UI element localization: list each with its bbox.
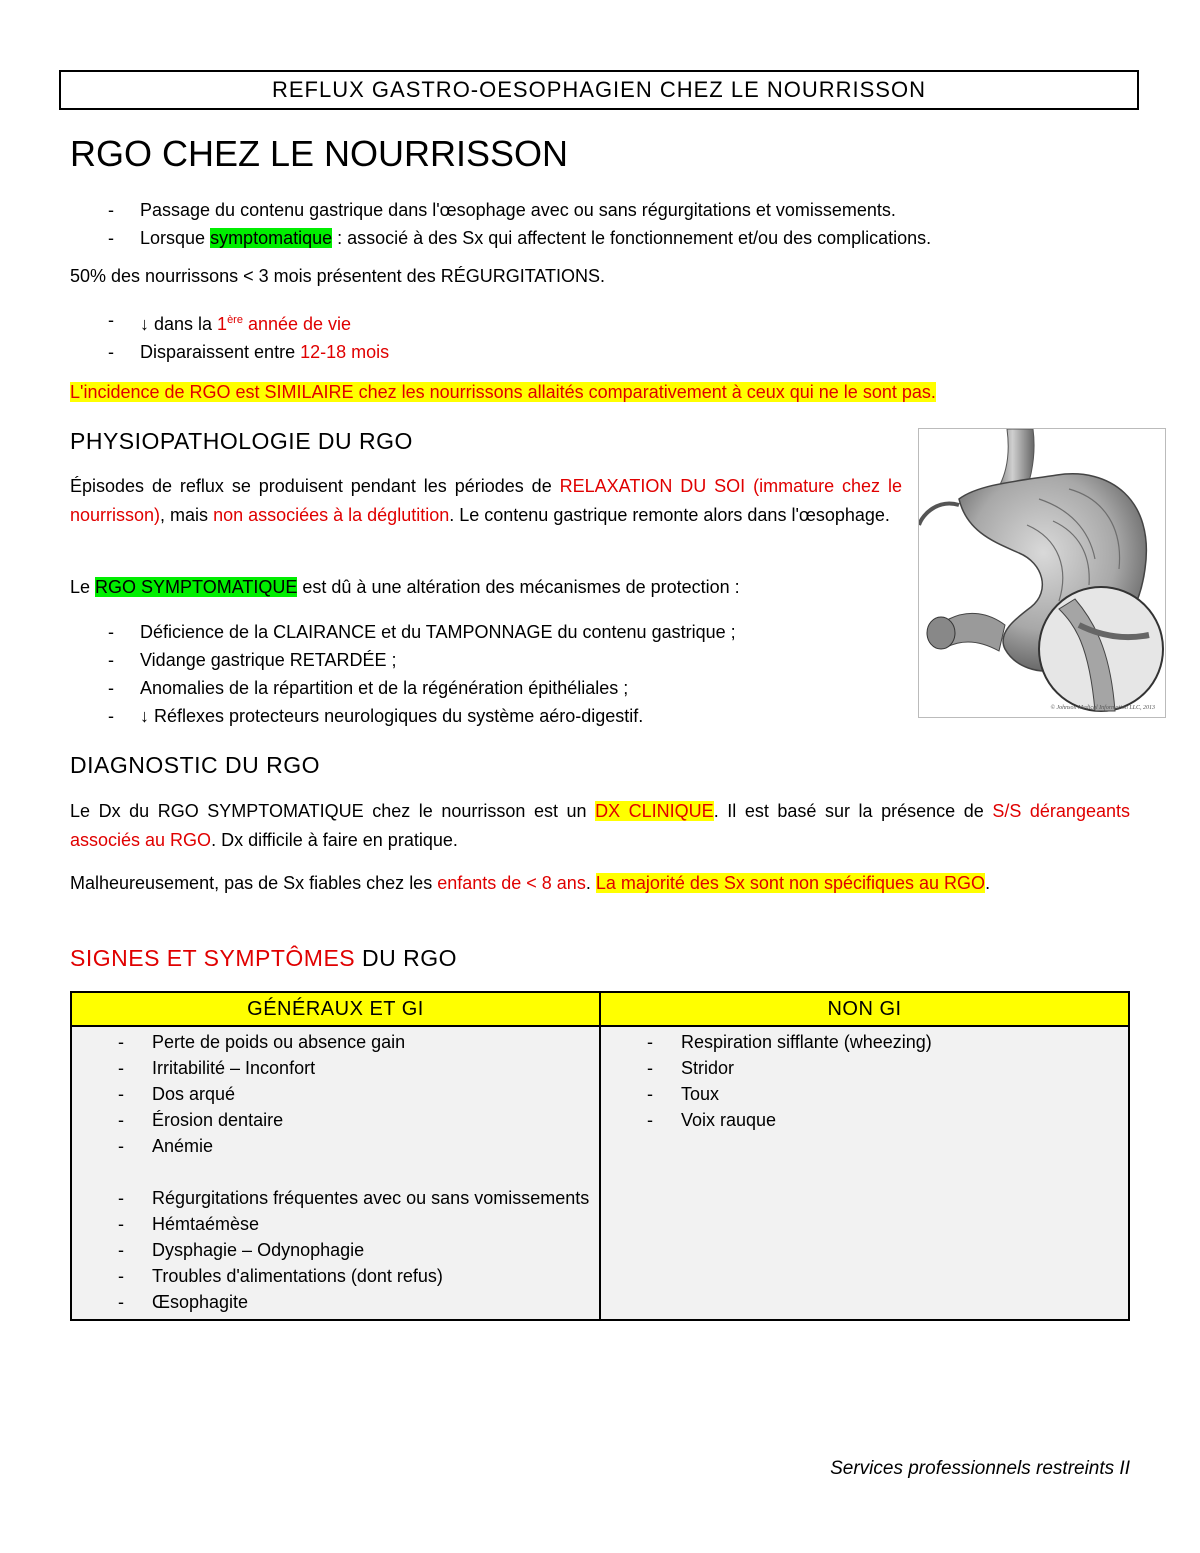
para-red-text: enfants de < 8 ans [437,873,586,893]
title-black-part: DU RGO [355,945,458,971]
physio-paragraph [70,472,902,530]
definition-text: Lorsque [140,228,211,248]
para-text: . Le contenu gastrique remonte alors dans l'œsophage. [449,505,890,525]
regurgitation-item [70,338,1070,366]
section-title-diagnostic: DIAGNOSTIC DU RGO [70,752,321,778]
highlight-non-specifiques: La majorité des Sx sont non spécifiques au RGO [595,873,986,893]
symptoms-table [70,991,1130,1321]
incidence-text: L'incidence de RGO est SIMILAIRE chez les nourrissons allaités comparativement à ceux qui ne le sont pas. [70,382,936,402]
para-text: Épisodes de reflux se produisent pendant les périodes de [70,476,560,496]
title-red-part: SIGNES ET SYMPTÔMES [70,945,356,971]
document-header: REFLUX GASTRO-OESOPHAGIEN CHEZ LE NOURRISSON [59,70,1139,110]
highlight-dx-clinique: DX CLINIQUE [595,801,714,821]
list-item: - Œsophagite [72,1289,591,1315]
highlight-rgo-symptomatique: RGO SYMPTOMATIQUE [95,577,298,597]
protection-list [70,618,910,730]
protection-item: - Déficience de la CLAIRANCE et du TAMPONNAGE du contenu gastrique ; [70,618,910,646]
general-cell [71,1026,600,1320]
column-header-non-gi: NON GI [600,992,1129,1026]
para-text: . Dx difficile à faire en pratique. [211,830,458,850]
para-red-text: RELAXATION DU SOI (immature chez le nourrisson) [70,476,902,525]
list-item: - Irritabilité – Inconfort [72,1055,591,1081]
protection-item: - Vidange gastrique RETARDÉE ; [70,646,910,674]
general-list-a [72,1029,591,1159]
regurgitation-item [70,306,1070,338]
definition-list [70,196,1140,252]
list-item: - Voix rauque [601,1107,1120,1133]
item-text: Disparaissent entre [140,342,301,362]
definition-item [70,196,1140,224]
list-item: - Perte de poids ou absence gain [72,1029,591,1055]
para-text: Le Dx du RGO SYMPTOMATIQUE chez le nourrisson est un [70,801,596,821]
highlight-symptomatique: symptomatique [210,228,333,248]
para-text: Le [70,577,96,597]
para-text: , mais [160,505,214,525]
column-header-general: GÉNÉRAUX ET GI [71,992,600,1026]
page-footer: Services professionnels restreints II [830,1458,1130,1479]
definition-text: : associé à des Sx qui affectent le fonctionnement et/ou des complications. [332,228,932,248]
para-text: est dû à une altération des mécanismes de protection : [297,577,740,597]
diagnostic-paragraph-2 [70,869,1130,898]
section-title-rgo: RGO CHEZ LE NOURRISSON [70,133,569,174]
list-item: - Régurgitations fréquentes avec ou sans vomissements [72,1185,591,1211]
para-red-text: S/S dérangeants associés au RGO [70,801,1130,850]
para-text: Malheureusement, pas de Sx fiables chez les [70,873,438,893]
list-item: - Stridor [601,1055,1120,1081]
item-text: ↓ dans la [140,314,218,334]
stomach-drawing [919,429,1165,717]
list-item: - Hémtaémèse [72,1211,591,1237]
list-item: - Troubles d'alimentations (dont refus) [72,1263,591,1289]
item-red-text: 12-18 mois [300,342,390,362]
definition-text: Passage du contenu gastrique dans l'œsophage avec ou sans régurgitations et vomissements. [140,200,896,220]
protection-item: - Anomalies de la répartition et de la régénération épithéliales ; [70,674,910,702]
non-gi-cell [600,1026,1129,1320]
list-item: - Anémie [72,1133,591,1159]
item-red-text: 1 [217,314,228,334]
list-item: - Respiration sifflante (wheezing) [601,1029,1120,1055]
list-item: - Érosion dentaire [72,1107,591,1133]
section-title-physio: PHYSIOPATHOLOGIE DU RGO [70,428,413,454]
list-spacer [72,1159,591,1185]
list-item: - Toux [601,1081,1120,1107]
non-gi-list [601,1029,1120,1133]
physio-intro [70,573,740,602]
regurgitation-list [70,306,1070,366]
para-red-text: non associées à la déglutition [213,505,450,525]
para-text: . [985,873,991,893]
stat-line: 50% des nourrissons < 3 mois présentent des RÉGURGITATIONS. [70,266,606,286]
incidence-note [70,378,936,407]
para-text: . Il est basé sur la présence de [713,801,993,821]
list-item: - Dos arqué [72,1081,591,1107]
list-item: - Dysphagie – Odynophagie [72,1237,591,1263]
image-credit: © Johnson Medical Information LLC, 2013 [1050,705,1155,711]
diagnostic-paragraph [70,797,1130,855]
protection-item: - ↓ Réflexes protecteurs neurologiques du système aéro-digestif. [70,702,910,730]
superscript: ère [227,314,243,326]
item-red-text: année de vie [242,314,352,334]
table-header-row [71,992,1129,1026]
definition-item [70,224,1140,252]
stomach-illustration [918,428,1166,718]
table-row [71,1026,1129,1320]
general-list-b [72,1185,591,1315]
para-text: . [585,873,596,893]
section-title-signs [70,943,457,973]
